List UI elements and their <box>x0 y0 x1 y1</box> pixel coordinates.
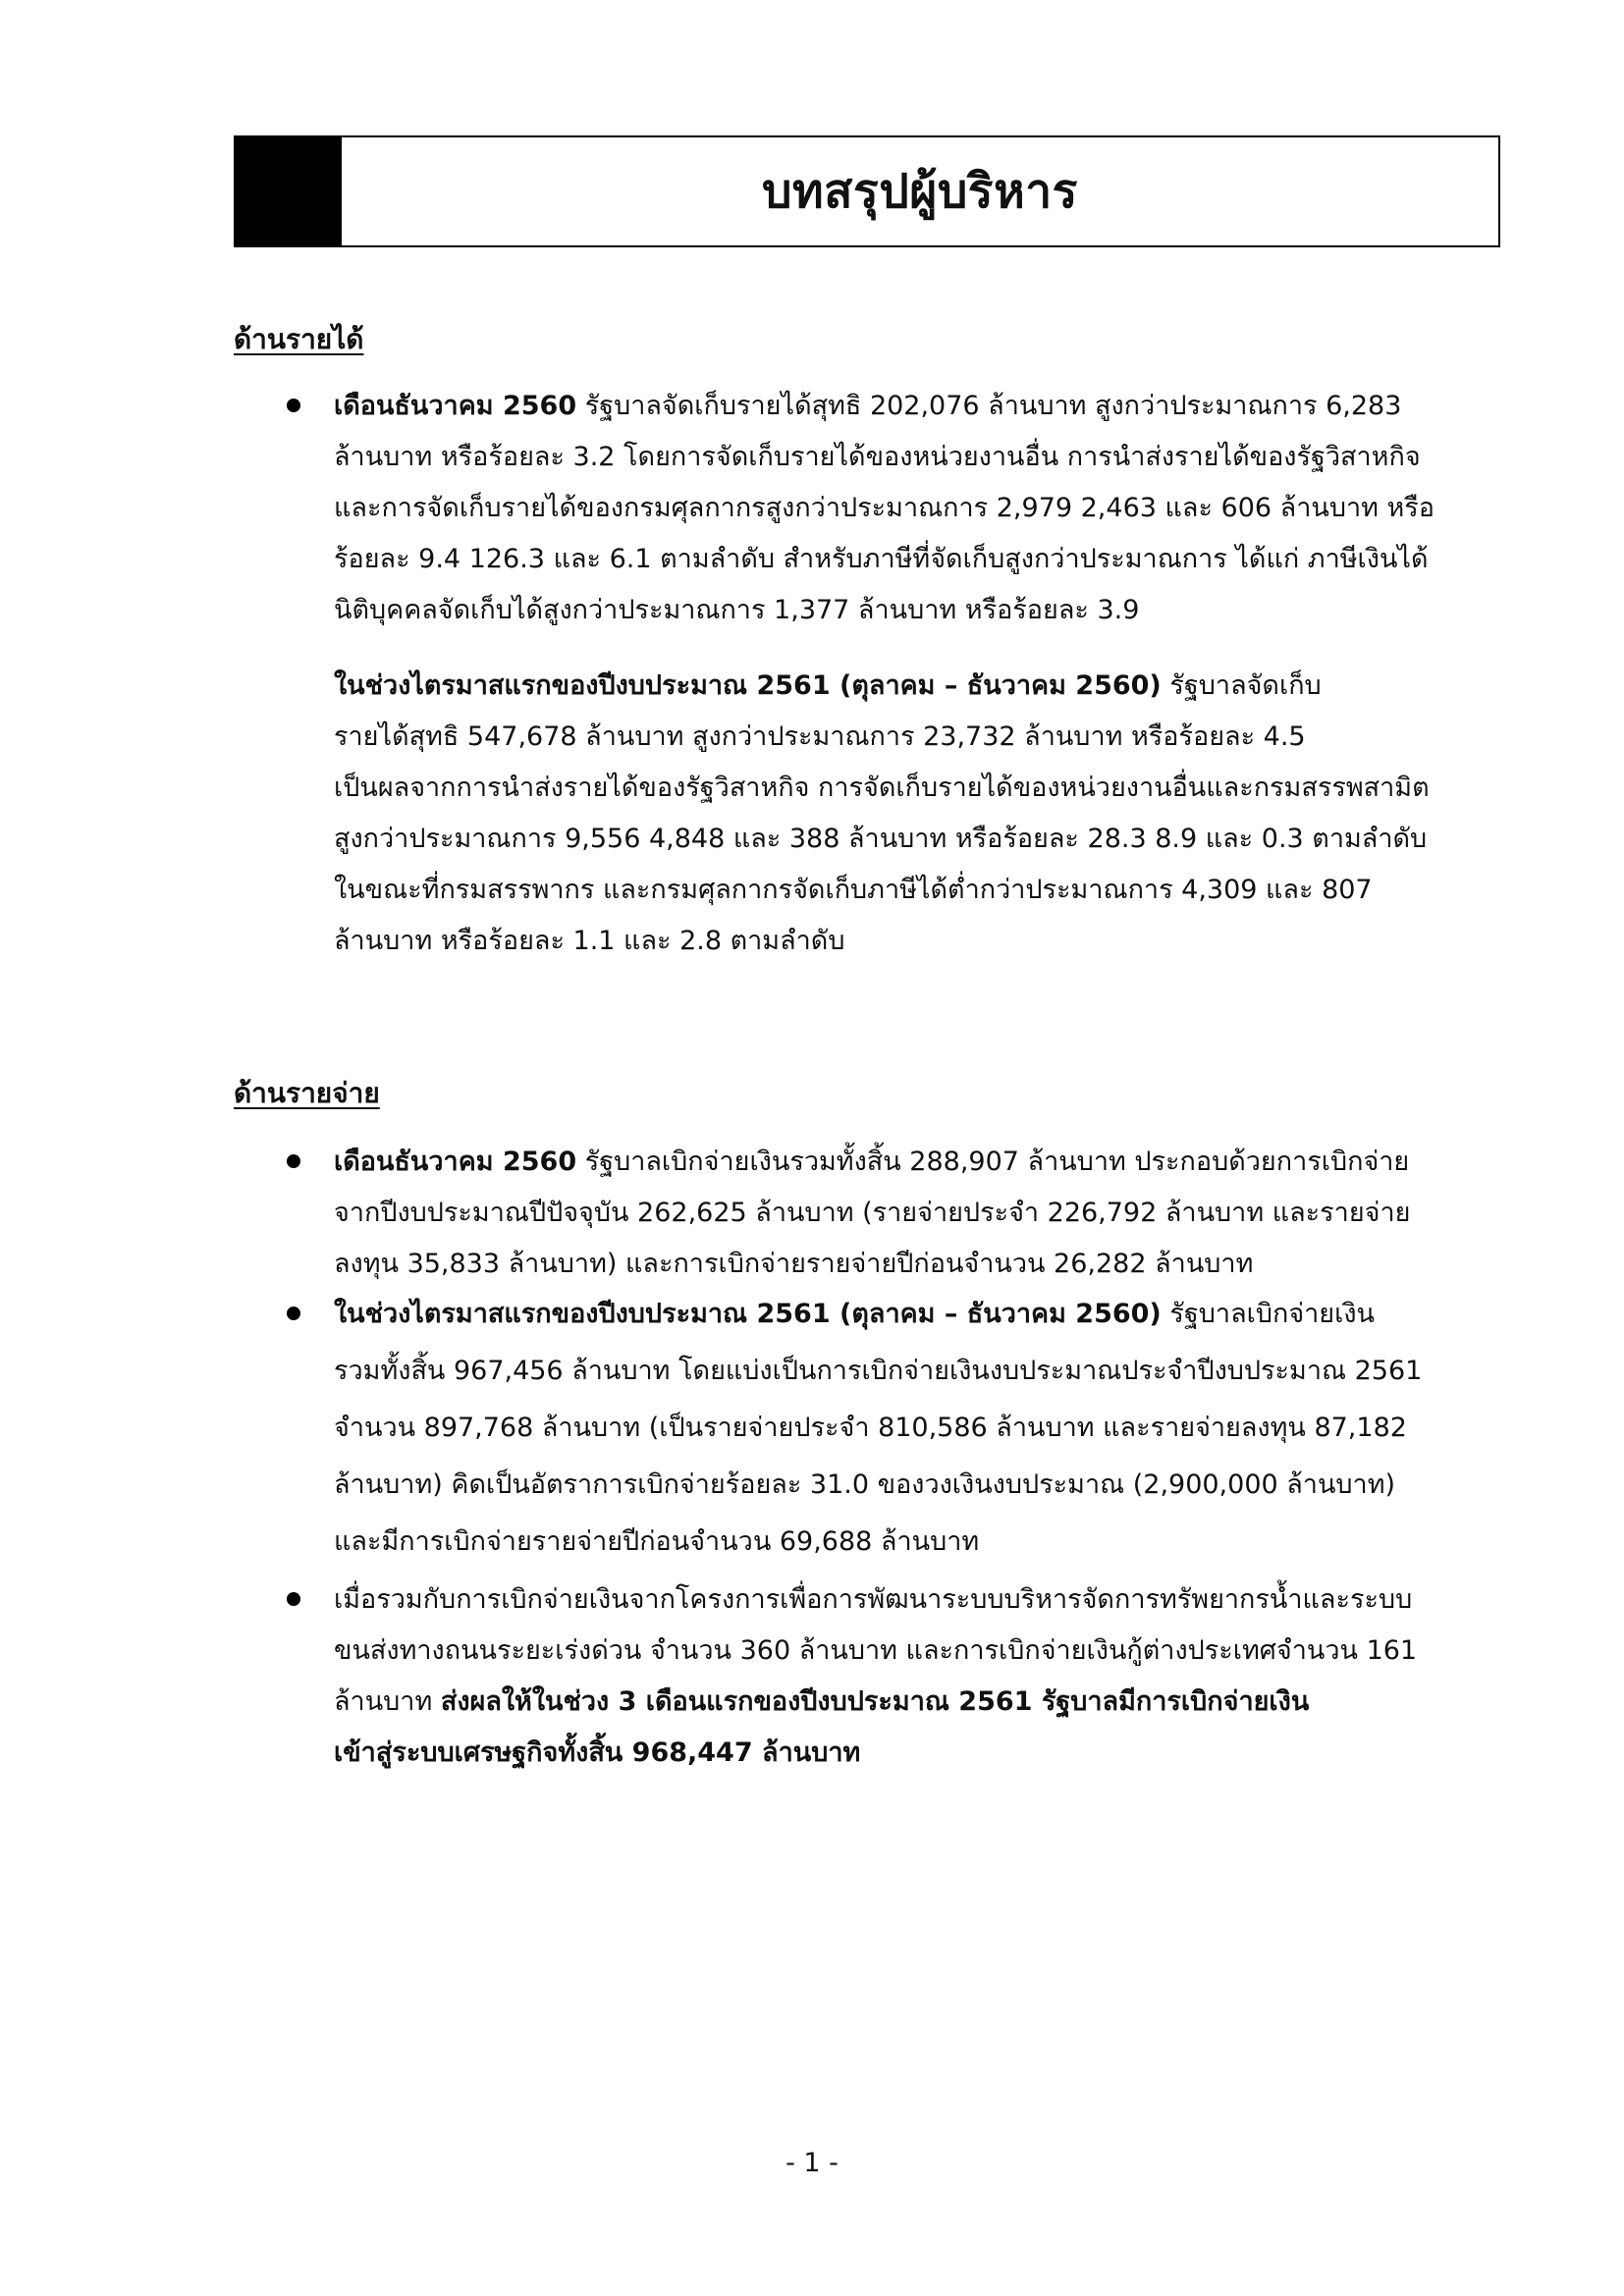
text-line: รายได้สุทธิ 547,678 ล้านบาท สูงกว่าประมาณการ 23,732 ล้านบาท หรือร้อยละ 4.5 <box>334 721 1306 752</box>
text-line: ลงทุน 35,833 ล้านบาท) และการเบิกจ่ายรายจ่ายปีก่อนจำนวน 26,282 ล้านบาท <box>334 1249 1254 1279</box>
text-line: และการจัดเก็บรายได้ของกรมศุลกากรสูงกว่าประมาณการ 2,979 2,463 และ 606 ล้านบาท หรือ <box>334 493 1435 523</box>
text-line <box>334 1286 1453 1343</box>
text-line: นิติบุคคลจัดเก็บได้สูงกว่าประมาณการ 1,377 ล้านบาท หรือร้อยละ 3.9 <box>334 595 1140 625</box>
text-line: ในขณะที่กรมสรรพากร และกรมศุลกากรจัดเก็บภาษีได้ต่ำกว่าประมาณการ 4,309 และ 807 <box>334 875 1373 905</box>
text-line <box>334 1137 1453 1188</box>
text-line: ล้านบาท หรือร้อยละ 3.2 โดยการจัดเก็บรายได้ของหน่วยงานอื่น การนำส่งรายได้ของรัฐวิสาหกิจ <box>334 442 1421 472</box>
text-line: สูงกว่าประมาณการ 9,556 4,848 และ 388 ล้านบาท หรือร้อยละ 28.3 8.9 และ 0.3 ตามลำดับ <box>334 824 1428 854</box>
text-span: รัฐบาลเบิกจ่ายเงิน <box>1161 1299 1375 1329</box>
expenditure-heading: ด้านรายจ่าย <box>234 1077 380 1109</box>
revenue-heading: ด้านรายได้ <box>234 323 364 355</box>
bullet-icon <box>287 1154 300 1168</box>
expenditure-item-1 <box>334 1137 1453 1290</box>
title-black-block <box>236 137 342 245</box>
text-line: ล้านบาท) คิดเป็นอัตราการเบิกจ่ายร้อยละ 31.0 ของวงเงินงบประมาณ (2,900,000 ล้านบาท) <box>334 1469 1396 1500</box>
bold-text: ส่งผลให้ในช่วง 3 เดือนแรกของปีงบประมาณ 2561 รัฐบาลมีการเบิกจ่ายเงิน <box>440 1686 1310 1717</box>
bold-lead: ในช่วงไตรมาสแรกของปีงบประมาณ 2561 (ตุลาคม – ธันวาคม 2560) <box>334 1299 1162 1329</box>
text-line: ขนส่งทางถนนระยะเร่งด่วน จำนวน 360 ล้านบาท และการเบิกจ่ายเงินกู้ต่างประเทศจำนวน 161 <box>334 1635 1418 1666</box>
page-title: บทสรุปผู้บริหาร <box>762 164 1078 219</box>
page-number: - 1 - <box>785 2148 839 2178</box>
text-line <box>334 661 1453 712</box>
text-line <box>334 381 1453 432</box>
title-box <box>234 135 1500 247</box>
revenue-item-1 <box>334 381 1453 636</box>
bullet-icon <box>287 399 300 412</box>
expenditure-item-2 <box>334 1286 1453 1571</box>
bold-lead: เดือนธันวาคม 2560 <box>334 1147 577 1177</box>
text-line: จำนวน 897,768 ล้านบาท (เป็นรายจ่ายประจำ 810,586 ล้านบาท และรายจ่ายลงทุน 87,182 <box>334 1413 1407 1443</box>
revenue-item-2 <box>334 661 1453 967</box>
text-span: ล้านบาท <box>334 1686 441 1717</box>
bold-lead: เดือนธันวาคม 2560 <box>334 391 577 421</box>
text-line: เข้าสู่ระบบเศรษฐกิจทั้งสิ้น 968,447 ล้านบาท <box>334 1737 861 1768</box>
text-line <box>334 1677 1453 1728</box>
text-line: และมีการเบิกจ่ายรายจ่ายปีก่อนจำนวน 69,688 ล้านบาท <box>334 1526 980 1557</box>
text-line: เมื่อรวมกับการเบิกจ่ายเงินจากโครงการเพื่อการพัฒนาระบบบริหารจัดการทรัพยากรน้ำและระบบ <box>334 1584 1413 1615</box>
text-span: รัฐบาลจัดเก็บ <box>1161 670 1322 701</box>
text-line: ร้อยละ 9.4 126.3 และ 6.1 ตามลำดับ สำหรับภาษีที่จัดเก็บสูงกว่าประมาณการ ได้แก่ ภาษีเงินได้ <box>334 544 1429 574</box>
text-span: รัฐบาลจัดเก็บรายได้สุทธิ 202,076 ล้านบาท สูงกว่าประมาณการ 6,283 <box>576 391 1402 421</box>
text-span: รัฐบาลเบิกจ่ายเงินรวมทั้งสิ้น 288,907 ล้านบาท ประกอบด้วยการเบิกจ่าย <box>576 1147 1410 1177</box>
bullet-icon <box>287 1592 300 1606</box>
expenditure-item-3 <box>334 1575 1453 1779</box>
text-line: จากปีงบประมาณปีปัจจุบัน 262,625 ล้านบาท (รายจ่ายประจำ 226,792 ล้านบาท และรายจ่าย <box>334 1198 1411 1228</box>
bold-lead: ในช่วงไตรมาสแรกของปีงบประมาณ 2561 (ตุลาคม – ธันวาคม 2560) <box>334 670 1162 701</box>
text-line: ล้านบาท หรือร้อยละ 1.1 และ 2.8 ตามลำดับ <box>334 926 845 956</box>
bullet-icon <box>287 1307 300 1320</box>
text-line: เป็นผลจากการนำส่งรายได้ของรัฐวิสาหกิจ การจัดเก็บรายได้ของหน่วยงานอื่นและกรมสรรพสามิต <box>334 773 1430 803</box>
text-line: รวมทั้งสิ้น 967,456 ล้านบาท โดยแบ่งเป็นการเบิกจ่ายเงินงบประมาณประจำปีงบประมาณ 2561 <box>334 1356 1423 1386</box>
